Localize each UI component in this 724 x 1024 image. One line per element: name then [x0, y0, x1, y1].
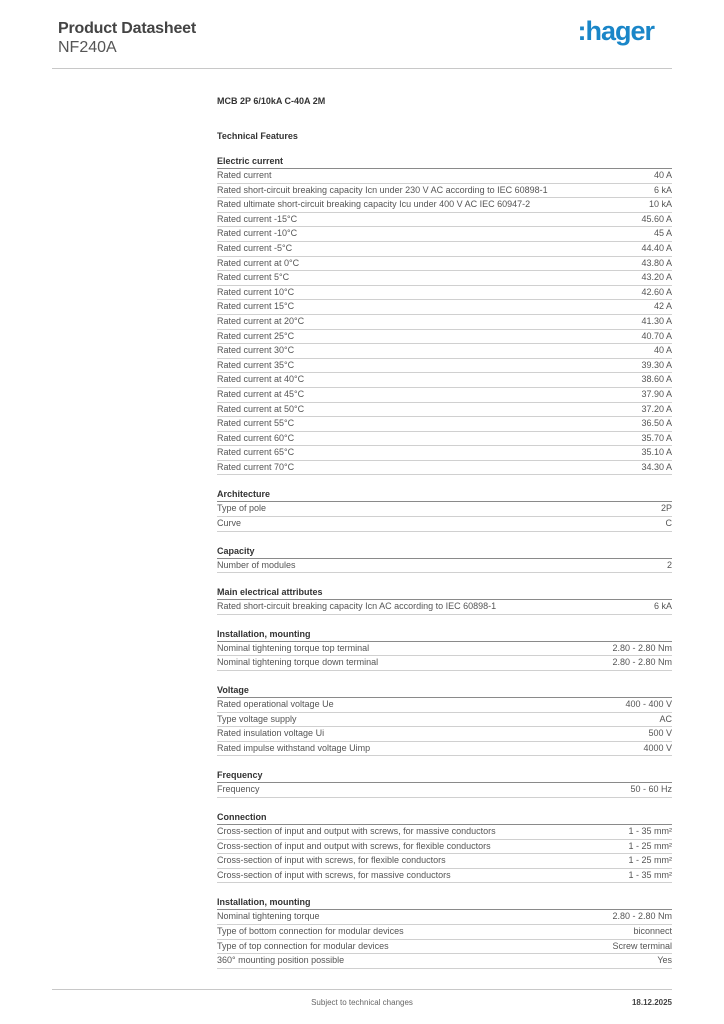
- spec-label: Cross-section of input and output with screws, for flexible conductors: [217, 840, 491, 851]
- spec-value: 2.80 - 2.80 Nm: [612, 642, 672, 653]
- spec-row: [217, 854, 672, 869]
- spec-row: [217, 388, 672, 403]
- sections-container: [217, 156, 672, 969]
- spec-row: [217, 783, 672, 798]
- section-title: Voltage: [217, 685, 672, 698]
- spec-value: 34.30 A: [641, 461, 672, 472]
- spec-section: [217, 546, 672, 574]
- spec-value: 45.60 A: [641, 213, 672, 224]
- spec-label: Rated current -15°C: [217, 213, 298, 224]
- spec-value: 35.10 A: [641, 447, 672, 458]
- spec-label: Rated current 55°C: [217, 418, 295, 429]
- spec-row: [217, 600, 672, 615]
- spec-row: [217, 869, 672, 884]
- spec-label: Rated current -5°C: [217, 242, 293, 253]
- spec-row: [217, 910, 672, 925]
- spec-value: 42 A: [653, 301, 672, 312]
- spec-row: [217, 198, 672, 213]
- spec-value: 1 - 35 mm²: [628, 869, 672, 880]
- spec-row: [217, 373, 672, 388]
- spec-label: Rated current at 45°C: [217, 388, 305, 399]
- spec-label: Rated insulation voltage Ui: [217, 728, 325, 739]
- spec-row: [217, 432, 672, 447]
- spec-row: [217, 840, 672, 855]
- spec-label: Rated current 60°C: [217, 432, 295, 443]
- section-title: Frequency: [217, 770, 672, 783]
- spec-row: [217, 286, 672, 301]
- spec-label: Frequency: [217, 784, 260, 795]
- technical-features-heading: Technical Features: [217, 131, 298, 141]
- spec-label: Rated current 70°C: [217, 461, 295, 472]
- spec-value: 2P: [660, 503, 672, 514]
- spec-value: 38.60 A: [641, 374, 672, 385]
- spec-label: Type of pole: [217, 503, 267, 514]
- footer-note: Subject to technical changes: [311, 998, 413, 1007]
- spec-row: [217, 940, 672, 955]
- spec-label: Rated current at 20°C: [217, 315, 305, 326]
- spec-value: 2.80 - 2.80 Nm: [612, 911, 672, 922]
- spec-row: [217, 344, 672, 359]
- spec-value: 43.20 A: [641, 272, 672, 283]
- section-title: Capacity: [217, 546, 672, 559]
- spec-row: [217, 417, 672, 432]
- spec-section: [217, 489, 672, 531]
- spec-section: [217, 156, 672, 475]
- spec-section: [217, 587, 672, 615]
- spec-row: [217, 184, 672, 199]
- header-divider: [52, 68, 672, 69]
- section-title: Architecture: [217, 489, 672, 502]
- spec-row: [217, 403, 672, 418]
- spec-value: 40.70 A: [641, 330, 672, 341]
- spec-label: Curve: [217, 518, 242, 529]
- footer-divider: [52, 989, 672, 990]
- spec-value: 37.20 A: [641, 403, 672, 414]
- section-title: Installation, mounting: [217, 897, 672, 910]
- spec-label: Rated current 65°C: [217, 447, 295, 458]
- spec-row: [217, 300, 672, 315]
- spec-value: biconnect: [633, 925, 672, 936]
- spec-value: 37.90 A: [641, 388, 672, 399]
- spec-label: Rated ultimate short-circuit breaking capacity Icu under 400 V AC IEC 60947-2: [217, 199, 531, 210]
- hager-logo: :hager: [577, 16, 654, 46]
- product-description: MCB 2P 6/10kA C-40A 2M: [217, 96, 326, 106]
- spec-value: 41.30 A: [641, 315, 672, 326]
- spec-row: [217, 656, 672, 671]
- spec-label: Cross-section of input and output with screws, for massive conductors: [217, 826, 496, 836]
- spec-label: Rated current 30°C: [217, 345, 295, 356]
- spec-value: Yes: [657, 955, 672, 966]
- spec-label: Rated current 35°C: [217, 359, 295, 370]
- spec-label: Number of modules: [217, 559, 296, 570]
- spec-section: [217, 629, 672, 671]
- spec-label: Type of top connection for modular devices: [217, 940, 389, 951]
- spec-value: 500 V: [648, 728, 672, 739]
- spec-value: 400 - 400 V: [625, 699, 672, 710]
- spec-label: Rated current 25°C: [217, 330, 295, 341]
- spec-label: Rated short-circuit breaking capacity Icn AC according to IEC 60898-1: [217, 601, 497, 612]
- spec-row: [217, 257, 672, 272]
- spec-label: Type voltage supply: [217, 713, 297, 724]
- spec-label: Nominal tightening torque top terminal: [217, 642, 370, 653]
- spec-label: Rated current at 40°C: [217, 374, 305, 385]
- spec-label: Rated current at 0°C: [217, 257, 300, 268]
- spec-label: Rated current 10°C: [217, 286, 295, 297]
- spec-row: [217, 213, 672, 228]
- spec-section: [217, 812, 672, 883]
- spec-row: [217, 359, 672, 374]
- section-title: Main electrical attributes: [217, 587, 672, 600]
- spec-value: 42.60 A: [641, 286, 672, 297]
- spec-value: 1 - 35 mm²: [628, 826, 672, 836]
- spec-label: Nominal tightening torque down terminal: [217, 657, 379, 668]
- spec-row: [217, 315, 672, 330]
- footer-date: 18.12.2025: [631, 998, 672, 1007]
- document-header: [58, 20, 196, 57]
- section-title: Installation, mounting: [217, 629, 672, 642]
- spec-label: Rated current 5°C: [217, 272, 290, 283]
- spec-label: Cross-section of input with screws, for massive conductors: [217, 869, 451, 880]
- spec-label: Rated current -10°C: [217, 228, 298, 239]
- spec-value: 1 - 25 mm²: [628, 840, 672, 851]
- spec-value: 2: [666, 559, 672, 570]
- spec-row: [217, 446, 672, 461]
- spec-value: 40 A: [653, 170, 672, 180]
- spec-value: 2.80 - 2.80 Nm: [612, 657, 672, 668]
- spec-value: 4000 V: [643, 742, 672, 753]
- spec-value: 10 kA: [648, 199, 672, 210]
- spec-value: 6 kA: [653, 184, 672, 195]
- spec-value: 43.80 A: [641, 257, 672, 268]
- spec-label: Rated operational voltage Ue: [217, 699, 334, 710]
- spec-row: [217, 227, 672, 242]
- spec-value: 1 - 25 mm²: [628, 855, 672, 866]
- spec-label: Rated current: [217, 170, 272, 180]
- spec-row: [217, 517, 672, 532]
- spec-row: [217, 169, 672, 184]
- section-title: Electric current: [217, 156, 672, 169]
- spec-row: [217, 925, 672, 940]
- spec-row: [217, 954, 672, 969]
- product-model: NF240A: [58, 39, 117, 56]
- spec-row: [217, 559, 672, 574]
- spec-section: [217, 897, 672, 968]
- spec-value: Screw terminal: [612, 940, 672, 951]
- spec-label: Rated short-circuit breaking capacity Icn under 230 V AC according to IEC 60898-1: [217, 184, 548, 195]
- spec-row: [217, 242, 672, 257]
- section-title: Connection: [217, 812, 672, 825]
- spec-value: 44.40 A: [641, 242, 672, 253]
- spec-value: C: [665, 518, 672, 529]
- spec-value: 6 kA: [653, 601, 672, 612]
- spec-value: 45 A: [653, 228, 672, 239]
- spec-section: [217, 770, 672, 798]
- spec-value: 36.50 A: [641, 418, 672, 429]
- spec-row: [217, 727, 672, 742]
- spec-row: [217, 825, 672, 840]
- spec-label: 360° mounting position possible: [217, 955, 345, 966]
- spec-row: [217, 742, 672, 757]
- spec-section: [217, 685, 672, 756]
- spec-label: Cross-section of input with screws, for flexible conductors: [217, 855, 446, 866]
- spec-row: [217, 271, 672, 286]
- spec-label: Rated impulse withstand voltage Uimp: [217, 742, 371, 753]
- spec-row: [217, 461, 672, 476]
- document-title: Product Datasheet: [58, 20, 196, 37]
- spec-row: [217, 330, 672, 345]
- spec-value: AC: [659, 713, 672, 724]
- spec-value: 40 A: [653, 345, 672, 356]
- spec-value: 35.70 A: [641, 432, 672, 443]
- spec-value: 39.30 A: [641, 359, 672, 370]
- spec-row: [217, 642, 672, 657]
- spec-label: Nominal tightening torque: [217, 911, 320, 922]
- spec-row: [217, 502, 672, 517]
- spec-label: Rated current at 50°C: [217, 403, 305, 414]
- spec-row: [217, 713, 672, 728]
- spec-label: Type of bottom connection for modular devices: [217, 925, 404, 936]
- spec-row: [217, 698, 672, 713]
- spec-label: Rated current 15°C: [217, 301, 295, 312]
- datasheet-content: [217, 96, 672, 969]
- spec-value: 50 - 60 Hz: [630, 784, 672, 795]
